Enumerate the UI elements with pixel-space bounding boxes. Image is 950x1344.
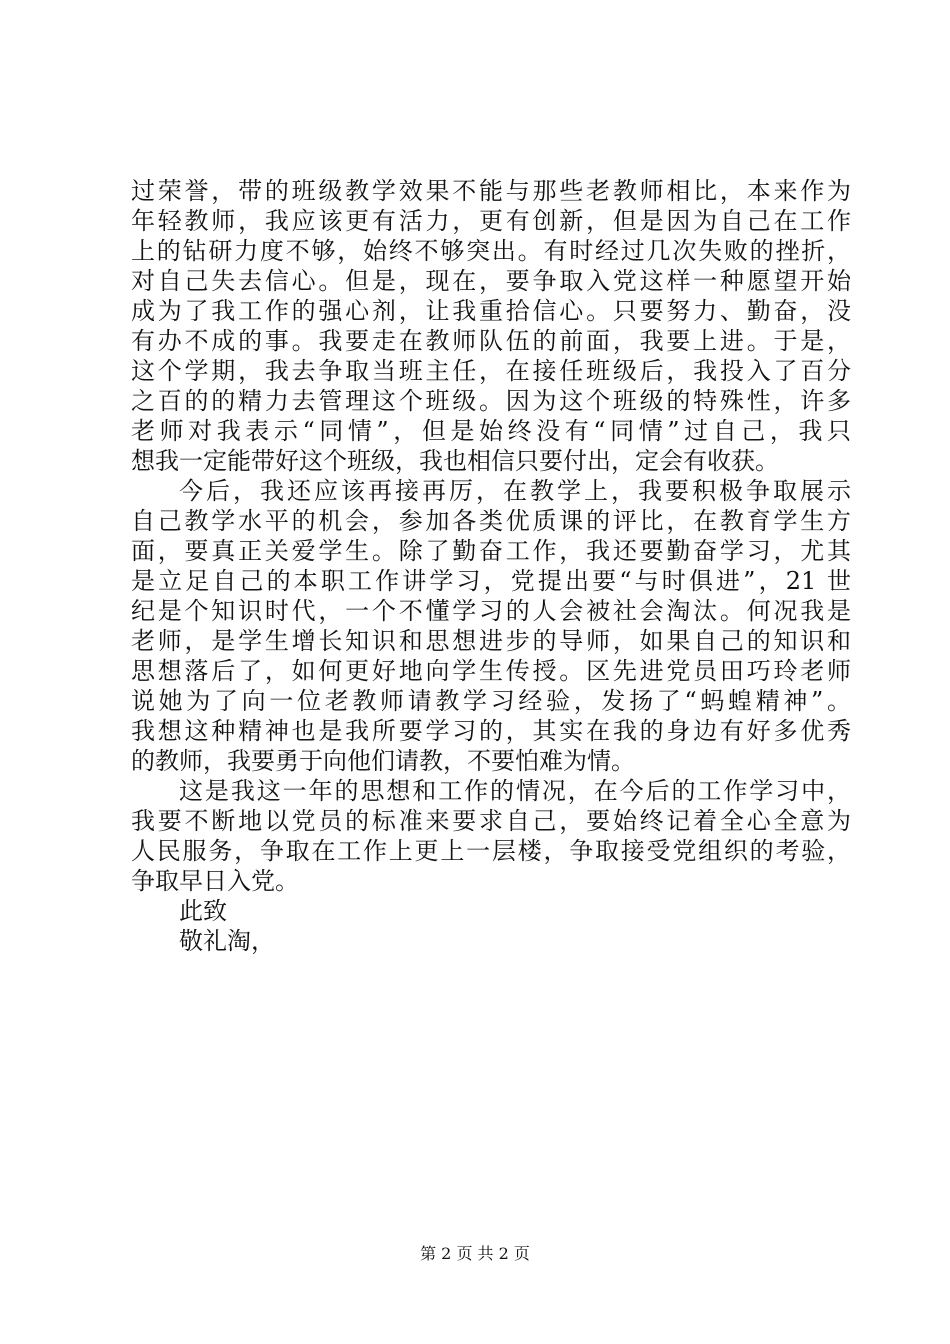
paragraph-2: [131, 476, 851, 776]
closing-regards: [131, 926, 851, 956]
closing-line-cizhi: 此致: [179, 897, 227, 925]
text-line: 之百的的精力去管理这个班级。因为这个班级的特殊性，许多: [131, 387, 851, 415]
text-line: 老师对我表示“同情”，但是始终没有“同情”过自己，我只: [131, 417, 851, 445]
paragraph-3: [131, 776, 851, 896]
text-line: 我要不断地以党员的标准来要求自己，要始终记着全心全意为: [131, 807, 851, 835]
text-line: 今后，我还应该再接再厉，在教学上，我要积极争取展示: [179, 477, 851, 505]
text-line: 争取早日入党。: [131, 867, 299, 895]
text-line: 成为了我工作的强心剂，让我重拾信心。只要努力、勤奋，没: [131, 297, 851, 325]
text-line: 的教师，我要勇于向他们请教，不要怕难为情。: [131, 747, 635, 775]
text-line: 我想这种精神也是我所要学习的，其实在我的身边有好多优秀: [131, 717, 851, 745]
text-line: 有办不成的事。我要走在教师队伍的前面，我要上进。于是，: [131, 327, 851, 355]
closing-line-jingli: 敬礼淘，: [179, 927, 275, 955]
text-line: 纪是个知识时代，一个不懂学习的人会被社会淘汰。何况我是: [131, 597, 851, 625]
text-line: 年轻教师，我应该更有活力，更有创新，但是因为自己在工作: [131, 207, 851, 235]
text-line: 自己教学水平的机会，参加各类优质课的评比，在教育学生方: [131, 507, 851, 535]
text-line: 面，要真正关爱学生。除了勤奋工作，我还要勤奋学习，尤其: [131, 537, 851, 565]
text-line: 这个学期，我去争取当班主任，在接任班级后，我投入了百分: [131, 357, 851, 385]
text-line: 这是我这一年的思想和工作的情况，在今后的工作学习中，: [179, 777, 851, 805]
text-line: 上的钻研力度不够，始终不够突出。有时经过几次失败的挫折，: [131, 237, 851, 265]
text-line: 老师，是学生增长知识和思想进步的导师，如果自己的知识和: [131, 627, 851, 655]
closing-salutation: [131, 896, 851, 926]
page-number-footer: 第 2 页 共 2 页: [420, 1244, 530, 1263]
text-line: 想我一定能带好这个班级，我也相信只要付出，定会有收获。: [131, 447, 779, 475]
text-line: 人民服务，争取在工作上更上一层楼，争取接受党组织的考验，: [131, 837, 851, 865]
document-body: [131, 176, 851, 956]
text-line: 过荣誉，带的班级教学效果不能与那些老教师相比，本来作为: [131, 177, 851, 205]
text-line: 对自己失去信心。但是，现在，要争取入党这样一种愿望开始: [131, 267, 851, 295]
text-line: 思想落后了，如何更好地向学生传授。区先进党员田巧玲老师: [131, 657, 851, 685]
paragraph-1: [131, 176, 851, 476]
text-line: 说她为了向一位老教师请教学习经验，发扬了“蚂蝗精神”。: [131, 687, 851, 715]
text-line: 是立足自己的本职工作讲学习，党提出要“与时俱进”，21 世: [131, 567, 851, 595]
